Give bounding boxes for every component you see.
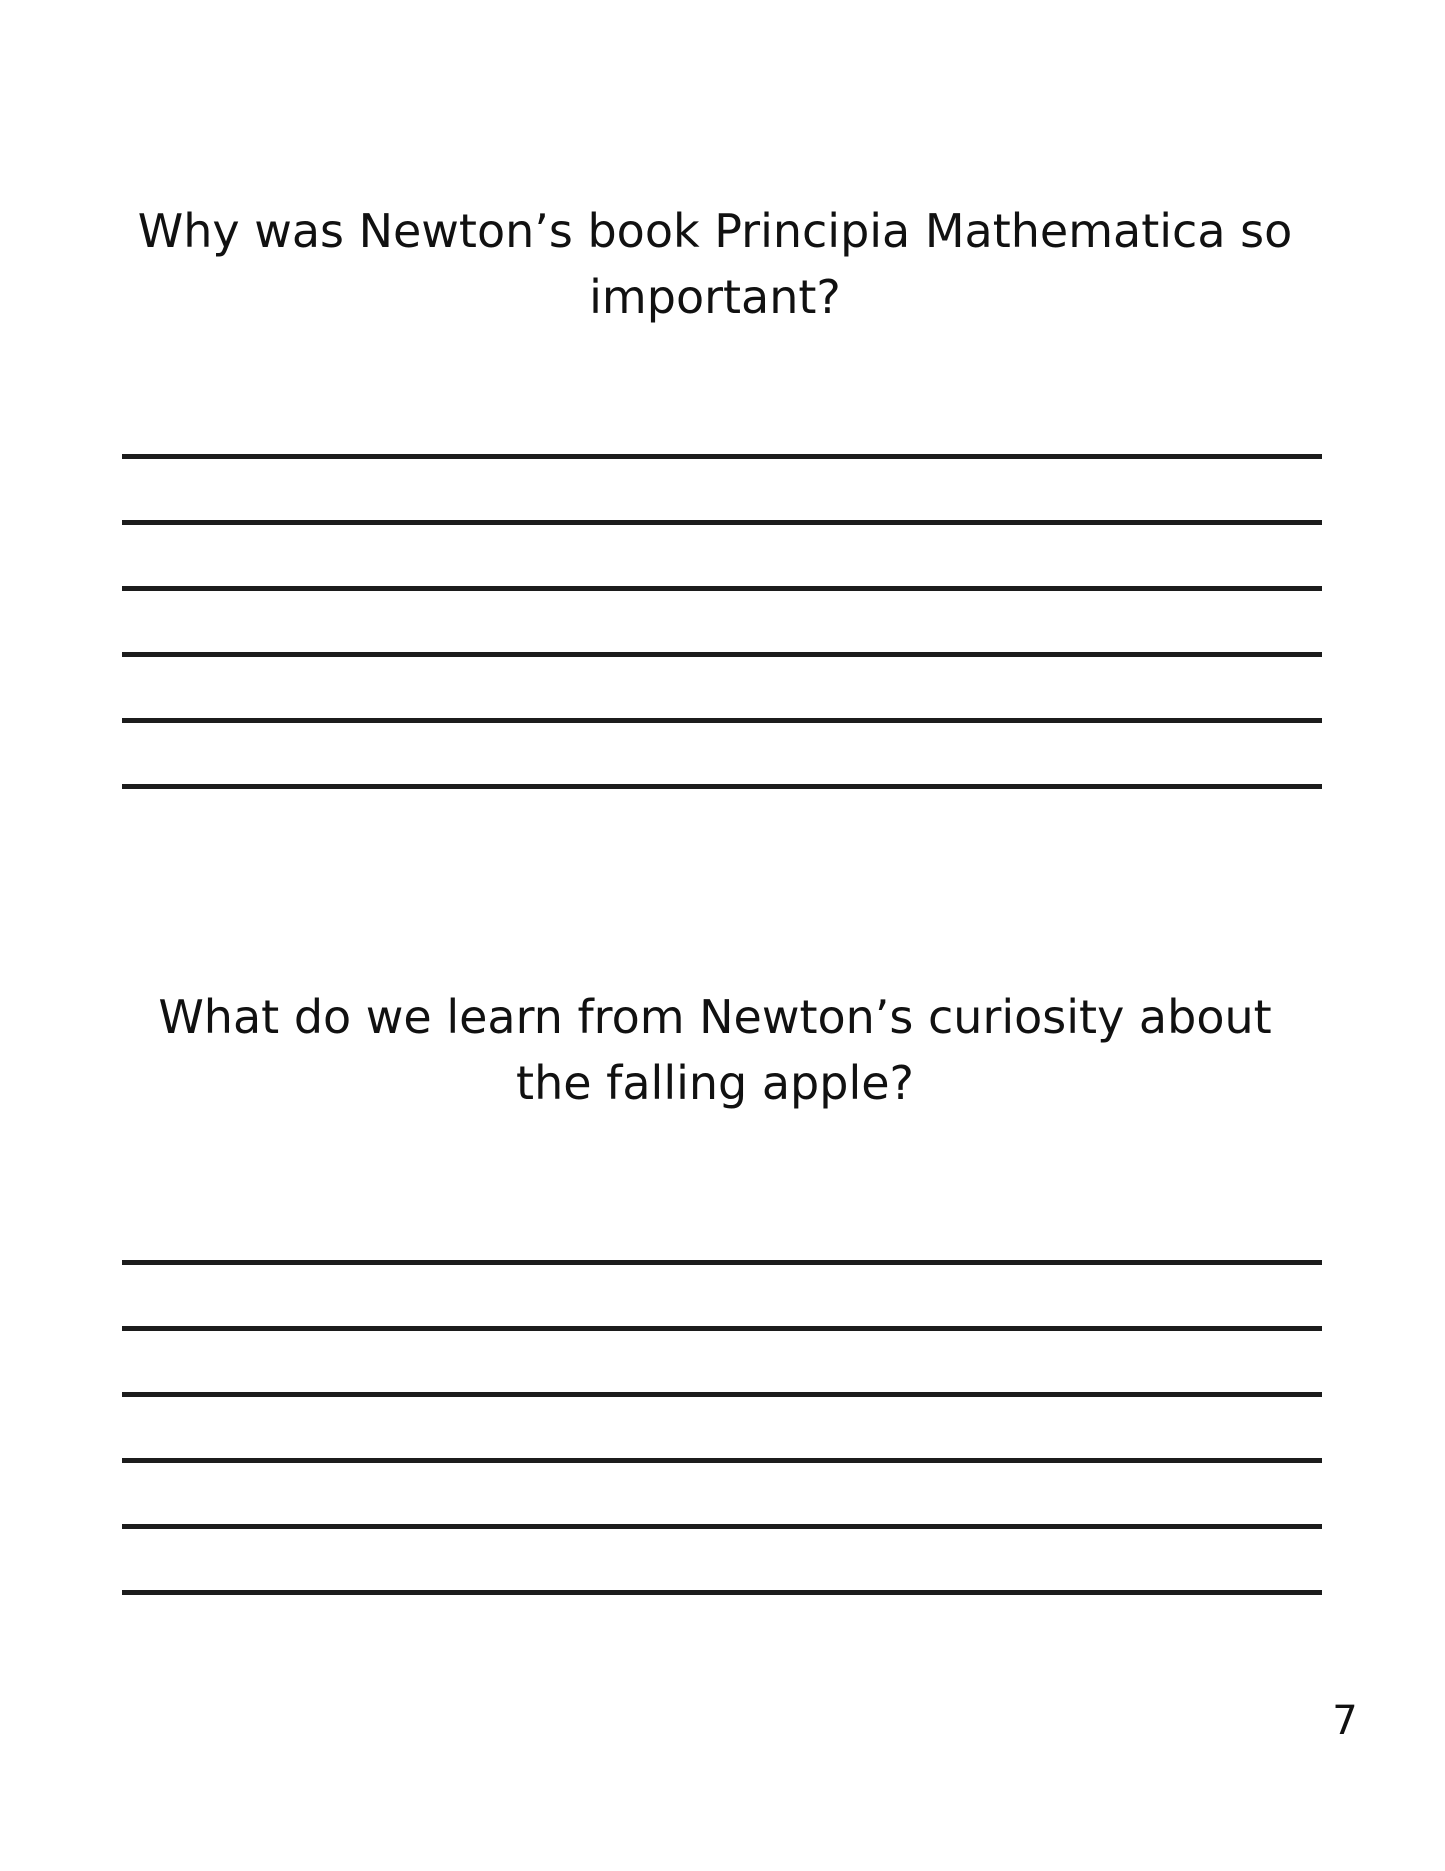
question-1-line-1: Why was Newton’s book Principia Mathematica so bbox=[137, 204, 1293, 258]
answer-line[interactable] bbox=[122, 784, 1322, 789]
question-2-line-2: the falling apple? bbox=[516, 1056, 914, 1110]
answer-line[interactable] bbox=[122, 1590, 1322, 1595]
question-2 bbox=[120, 984, 1310, 1116]
answer-line[interactable] bbox=[122, 454, 1322, 459]
question-1-line-2: important? bbox=[589, 270, 841, 324]
answer-line[interactable] bbox=[122, 1260, 1322, 1265]
answer-line[interactable] bbox=[122, 1524, 1322, 1529]
answer-line[interactable] bbox=[122, 652, 1322, 657]
answer-line[interactable] bbox=[122, 718, 1322, 723]
answer-line[interactable] bbox=[122, 1392, 1322, 1397]
answer-line[interactable] bbox=[122, 1326, 1322, 1331]
page-number: 7 bbox=[1332, 1698, 1358, 1744]
question-2-line-1: What do we learn from Newton’s curiosity about bbox=[158, 990, 1272, 1044]
answer-line[interactable] bbox=[122, 586, 1322, 591]
answer-line[interactable] bbox=[122, 520, 1322, 525]
answer-line[interactable] bbox=[122, 1458, 1322, 1463]
question-1 bbox=[120, 198, 1310, 330]
